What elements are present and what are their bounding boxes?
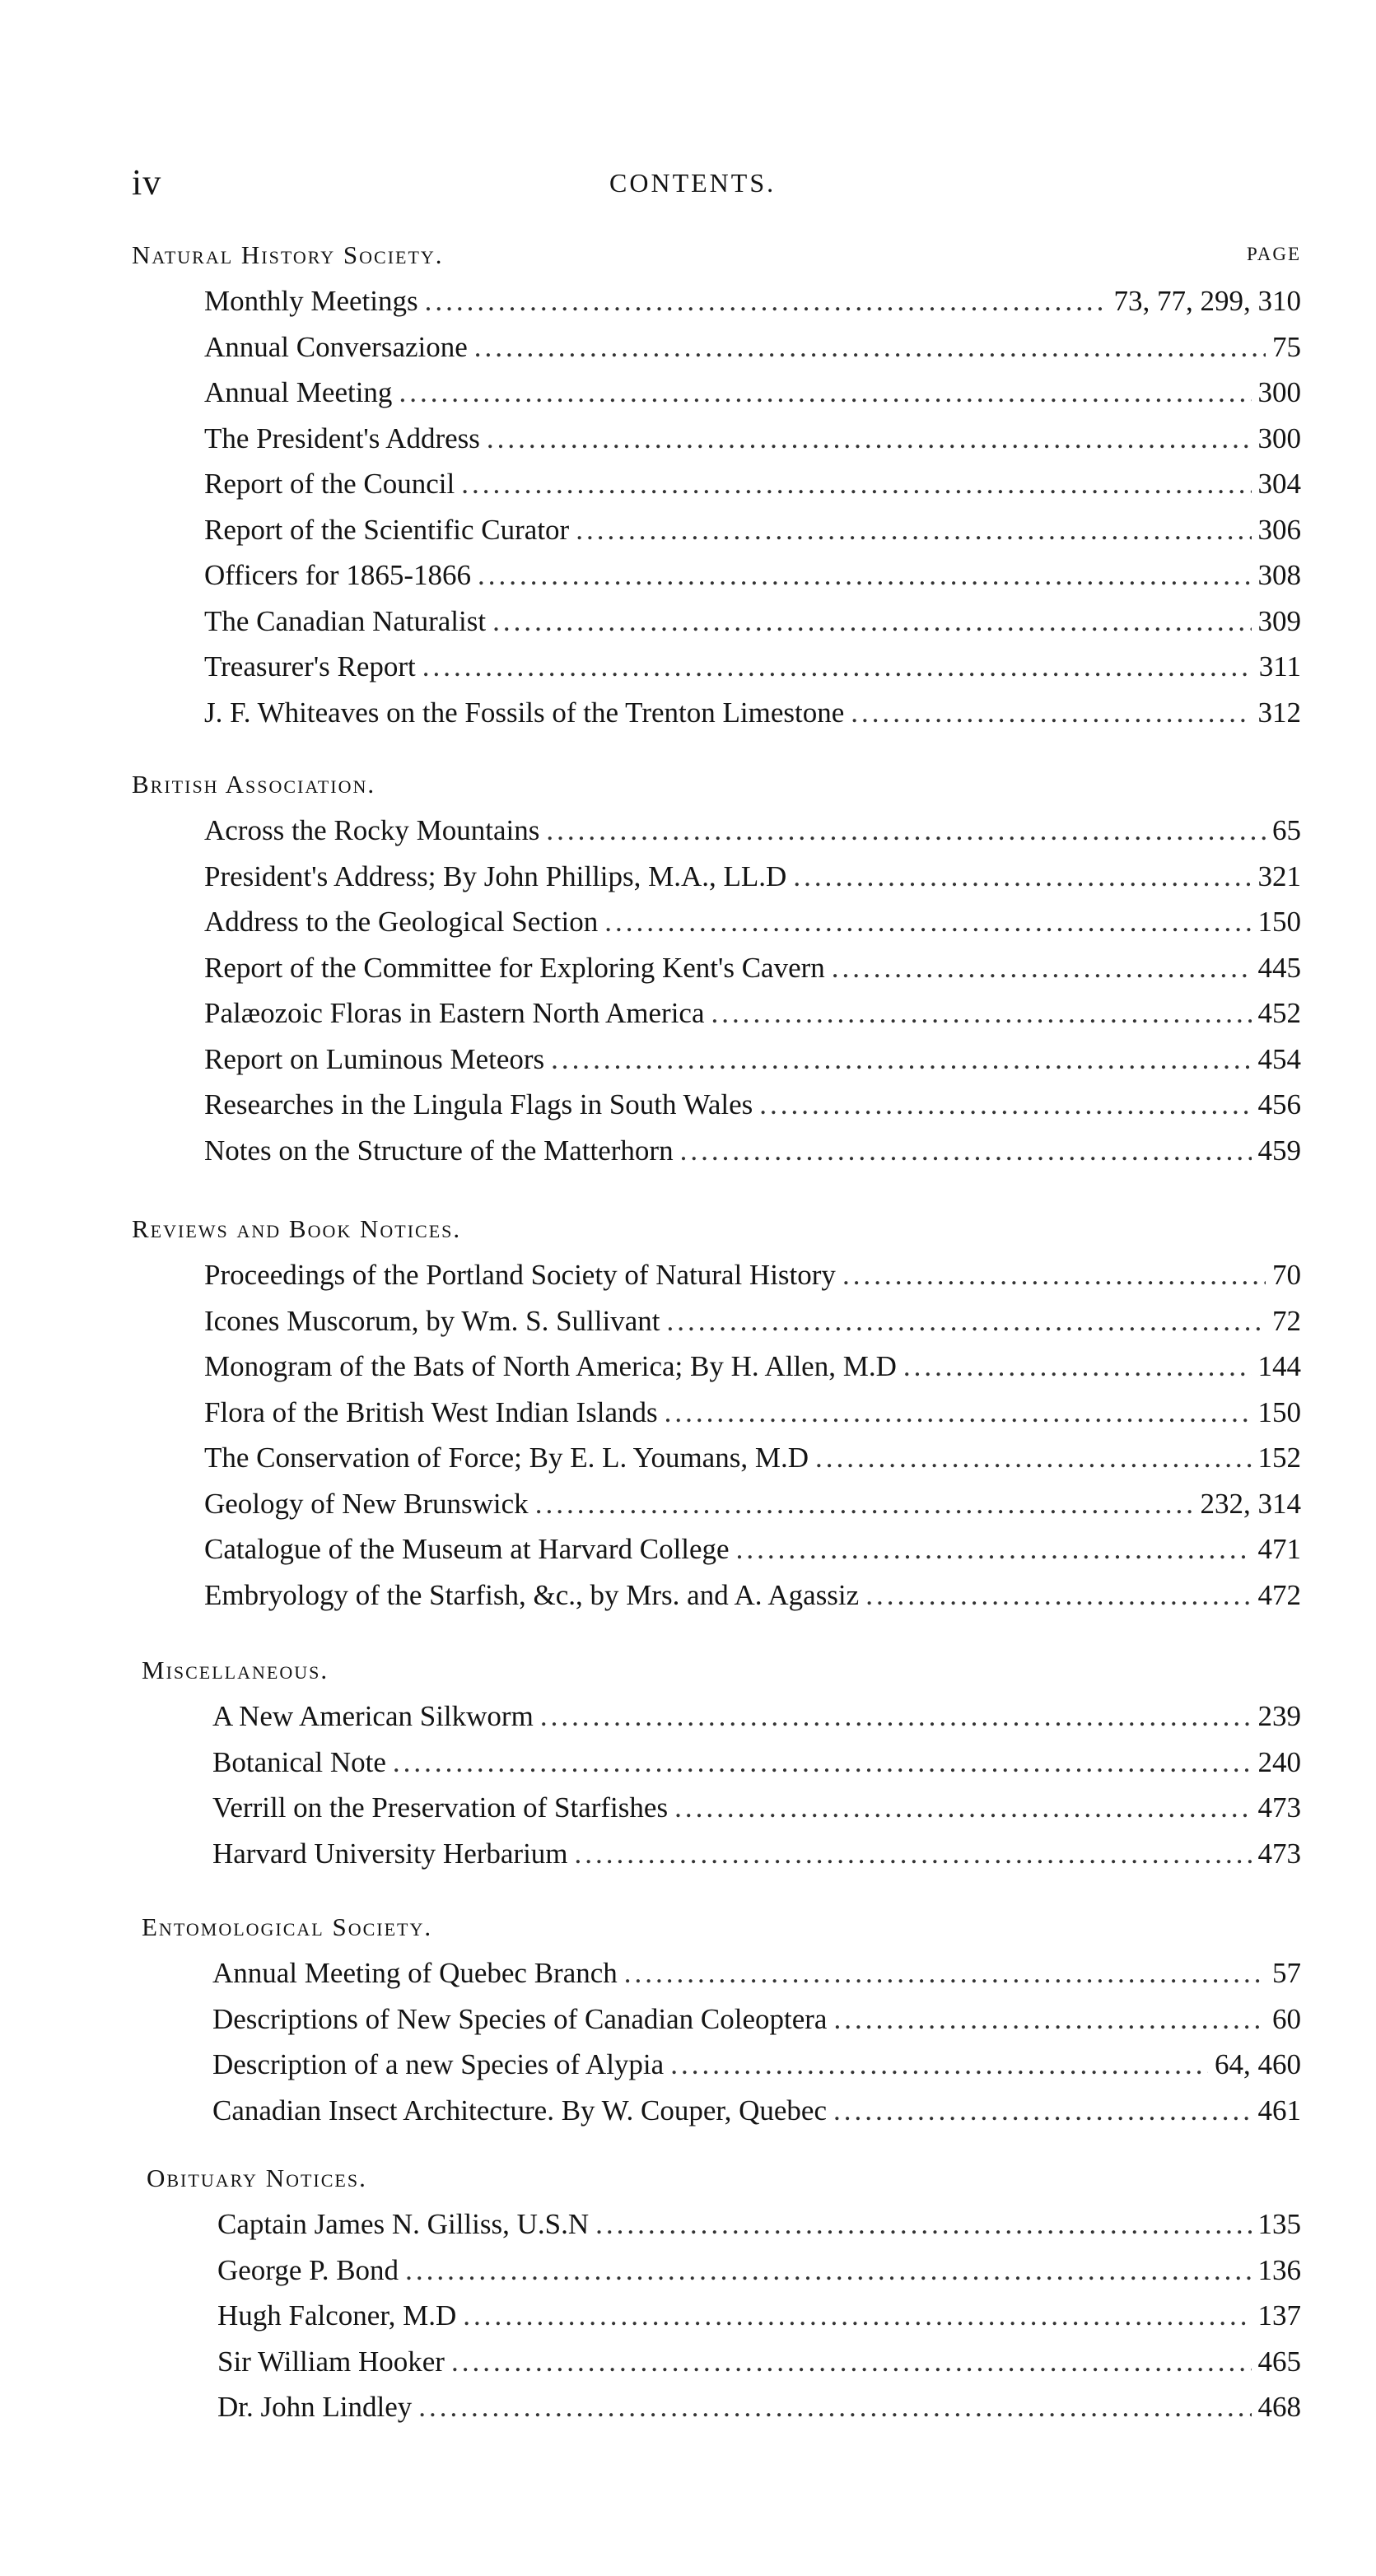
dot-leader	[793, 860, 1251, 893]
toc-entry	[204, 1259, 1301, 1305]
entry-title: Descriptions of New Species of Canadian Coleoptera	[212, 2002, 828, 2035]
section-obituary-notices	[147, 2164, 1301, 2437]
dot-leader	[474, 331, 1266, 364]
entry-title: Report of the Council	[204, 468, 455, 500]
entry-title: Verrill on the Preservation of Starfishes	[212, 1791, 669, 1824]
entry-page: 465	[1257, 2345, 1301, 2378]
entry-page: 445	[1257, 951, 1301, 984]
dot-leader	[674, 1791, 1251, 1824]
entry-title: Dr. John Lindley	[217, 2391, 413, 2423]
entry-page: 75	[1272, 330, 1301, 363]
entry-title: Captain James N. Gilliss, U.S.N	[217, 2208, 590, 2240]
toc-entry	[204, 285, 1301, 331]
dot-leader	[463, 2299, 1251, 2332]
entry-page: 473	[1257, 1837, 1301, 1870]
section-natural-history-society	[132, 240, 1301, 742]
dot-leader	[535, 1488, 1194, 1521]
entry-page: 468	[1257, 2391, 1301, 2423]
toc-entry	[212, 1791, 1301, 1838]
running-title: CONTENTS.	[609, 168, 777, 198]
dot-leader	[546, 814, 1266, 847]
toc-entry	[204, 1305, 1301, 1351]
toc-entry	[204, 1396, 1301, 1442]
toc-entry	[204, 650, 1301, 696]
entry-title: Monogram of the Bats of North America; By H. Allen, M.D	[204, 1350, 897, 1382]
entry-title: Proceedings of the Portland Society of Natural History	[204, 1259, 836, 1291]
entry-page: 135	[1257, 2208, 1301, 2240]
section-reviews-and-book-notices	[132, 1214, 1301, 1624]
toc-entry	[217, 2345, 1301, 2392]
entry-title: Canadian Insect Architecture. By W. Couper, Quebec	[212, 2094, 828, 2126]
toc-entry	[212, 1700, 1301, 1746]
entry-title: Annual Conversazione	[204, 330, 468, 363]
dot-leader	[478, 559, 1252, 592]
toc-entry	[204, 1134, 1301, 1181]
dot-leader	[667, 1305, 1266, 1338]
entry-title: J. F. Whiteaves on the Fossils of the Trenton Limestone	[204, 696, 845, 729]
dot-leader	[492, 605, 1251, 638]
dot-leader	[670, 2048, 1208, 2081]
section-heading: Natural History Society.	[132, 240, 444, 269]
entry-page: 150	[1257, 906, 1301, 938]
dot-leader	[759, 1088, 1251, 1121]
page-column-label: PAGE	[1247, 244, 1301, 264]
toc-entry	[204, 1088, 1301, 1134]
entry-page: 232, 314	[1200, 1487, 1301, 1520]
entry-page: 321	[1257, 859, 1301, 892]
toc-entry	[217, 2208, 1301, 2254]
entry-page: 70	[1272, 1259, 1301, 1291]
dot-leader	[422, 650, 1252, 683]
toc-entry	[212, 2048, 1301, 2094]
section-british-association	[132, 770, 1301, 1180]
entry-page: 72	[1272, 1304, 1301, 1337]
dot-leader	[551, 1043, 1251, 1076]
toc-entry	[204, 860, 1301, 906]
dot-leader	[393, 1746, 1252, 1779]
entry-page: 472	[1257, 1578, 1301, 1611]
section-heading: Obituary Notices.	[147, 2164, 367, 2192]
entry-title: Catalogue of the Museum at Harvard College	[204, 1533, 730, 1565]
entry-page: 461	[1257, 2094, 1301, 2126]
entry-title: A New American Silkworm	[212, 1700, 534, 1732]
toc-entry	[204, 1579, 1301, 1625]
section-entomological-society	[142, 1912, 1301, 2140]
entry-title: Report of the Committee for Exploring Kent's Cavern	[204, 951, 825, 984]
toc-entry	[204, 1488, 1301, 1534]
section-miscellaneous	[142, 1656, 1301, 1883]
toc-entry	[204, 696, 1301, 743]
section-heading: Entomological Society.	[142, 1912, 433, 1941]
entry-page: 304	[1257, 468, 1301, 500]
entry-page: 240	[1257, 1745, 1301, 1778]
dot-leader	[865, 1579, 1251, 1612]
toc-entry	[204, 1043, 1301, 1089]
entry-page: 152	[1257, 1442, 1301, 1474]
entry-page: 473	[1257, 1791, 1301, 1824]
entry-title: Hugh Falconer, M.D	[217, 2299, 457, 2331]
entry-title: Botanical Note	[212, 1745, 386, 1778]
dot-leader	[487, 422, 1252, 455]
toc-entry	[204, 952, 1301, 998]
section-heading: Miscellaneous.	[142, 1656, 329, 1684]
toc-entry	[204, 814, 1301, 860]
entry-title: Geology of New Brunswick	[204, 1487, 529, 1520]
entry-title: Report of the Scientific Curator	[204, 513, 570, 546]
entry-page: 144	[1257, 1350, 1301, 1382]
entry-title: George P. Bond	[217, 2253, 399, 2286]
entry-page: 471	[1257, 1533, 1301, 1565]
dot-leader	[711, 997, 1252, 1030]
toc-entry	[204, 376, 1301, 422]
entry-page: 454	[1257, 1042, 1301, 1075]
page-header	[132, 161, 1301, 211]
entry-title: Notes on the Structure of the Matterhorn	[204, 1134, 674, 1167]
dot-leader	[842, 1259, 1266, 1292]
entry-title: Monthly Meetings	[204, 285, 418, 317]
entry-title: Researches in the Lingula Flags in South Wales	[204, 1088, 753, 1120]
entry-page: 308	[1257, 559, 1301, 591]
dot-leader	[665, 1396, 1252, 1429]
dot-leader	[418, 2391, 1251, 2424]
dot-leader	[624, 1957, 1266, 1990]
dot-leader	[903, 1350, 1252, 1383]
section-heading: Reviews and Book Notices.	[132, 1214, 462, 1243]
dot-leader	[680, 1134, 1252, 1167]
toc-entry	[212, 1838, 1301, 1884]
dot-leader	[425, 285, 1108, 318]
dot-leader	[832, 952, 1252, 985]
entry-page: 64, 460	[1215, 2048, 1301, 2080]
dot-leader	[851, 696, 1251, 729]
dot-leader	[540, 1700, 1252, 1733]
entry-title: Palæozoic Floras in Eastern North America	[204, 997, 705, 1029]
toc-entry	[204, 422, 1301, 468]
dot-leader	[833, 2003, 1266, 2036]
section-heading: British Association.	[132, 770, 376, 799]
dot-leader	[604, 906, 1251, 939]
entry-page: 136	[1257, 2253, 1301, 2286]
toc-entry	[204, 1533, 1301, 1579]
dot-leader	[736, 1533, 1252, 1566]
dot-leader	[833, 2094, 1251, 2127]
entry-page: 312	[1257, 696, 1301, 729]
entry-page: 239	[1257, 1700, 1301, 1732]
dot-leader	[815, 1442, 1252, 1474]
entry-page: 137	[1257, 2299, 1301, 2331]
entry-page: 306	[1257, 513, 1301, 546]
toc-entry	[204, 559, 1301, 605]
entry-title: Officers for 1865-1866	[204, 559, 471, 591]
entry-title: Flora of the British West Indian Islands	[204, 1395, 658, 1428]
entry-title: Embryology of the Starfish, &c., by Mrs. and A. Agassiz	[204, 1578, 860, 1611]
entry-page: 311	[1258, 650, 1301, 682]
toc-entry	[204, 1442, 1301, 1488]
dot-leader	[451, 2345, 1252, 2378]
dot-leader	[461, 468, 1251, 501]
toc-entry	[212, 1957, 1301, 2003]
entry-page: 300	[1257, 376, 1301, 408]
toc-entry	[217, 2299, 1301, 2345]
toc-entry	[204, 997, 1301, 1043]
entry-title: President's Address; By John Phillips, M.A., LL.D	[204, 859, 787, 892]
entry-title: The President's Address	[204, 422, 480, 454]
entry-page: 456	[1257, 1088, 1301, 1120]
entry-page: 309	[1257, 604, 1301, 637]
toc-entry	[212, 2003, 1301, 2049]
toc-entry	[204, 906, 1301, 952]
entry-title: Annual Meeting	[204, 376, 393, 408]
entry-title: Address to the Geological Section	[204, 906, 599, 938]
entry-title: Description of a new Species of Alypia	[212, 2048, 665, 2080]
toc-entry	[204, 605, 1301, 651]
toc-entry	[204, 514, 1301, 560]
entry-title: Harvard University Herbarium	[212, 1837, 568, 1870]
entry-page: 60	[1272, 2002, 1301, 2035]
toc-entry	[204, 331, 1301, 377]
entry-title: Report on Luminous Meteors	[204, 1042, 545, 1075]
entry-title: Icones Muscorum, by Wm. S. Sullivant	[204, 1304, 660, 1337]
dot-leader	[399, 376, 1251, 409]
entry-page: 459	[1257, 1134, 1301, 1167]
entry-page: 57	[1272, 1957, 1301, 1989]
dot-leader	[575, 1838, 1252, 1870]
entry-page: 73, 77, 299, 310	[1113, 285, 1301, 317]
entry-page: 300	[1257, 422, 1301, 454]
entry-title: The Conservation of Force; By E. L. Youmans, M.D	[204, 1442, 809, 1474]
dot-leader	[595, 2208, 1251, 2241]
entry-page: 65	[1272, 814, 1301, 846]
dot-leader	[576, 514, 1251, 547]
entry-page: 150	[1257, 1395, 1301, 1428]
entry-title: Across the Rocky Mountains	[204, 814, 540, 846]
dot-leader	[405, 2254, 1251, 2287]
entry-page: 452	[1257, 997, 1301, 1029]
entry-title: Annual Meeting of Quebec Branch	[212, 1957, 618, 1989]
page-number: iv	[132, 162, 162, 203]
toc-entry	[212, 1746, 1301, 1792]
toc-entry	[217, 2391, 1301, 2437]
toc-entry	[212, 2094, 1301, 2140]
entry-title: Treasurer's Report	[204, 650, 416, 682]
toc-entry	[204, 468, 1301, 514]
toc-entry	[204, 1350, 1301, 1396]
entry-title: Sir William Hooker	[217, 2345, 445, 2378]
entry-title: The Canadian Naturalist	[204, 604, 487, 637]
toc-entry	[217, 2254, 1301, 2300]
